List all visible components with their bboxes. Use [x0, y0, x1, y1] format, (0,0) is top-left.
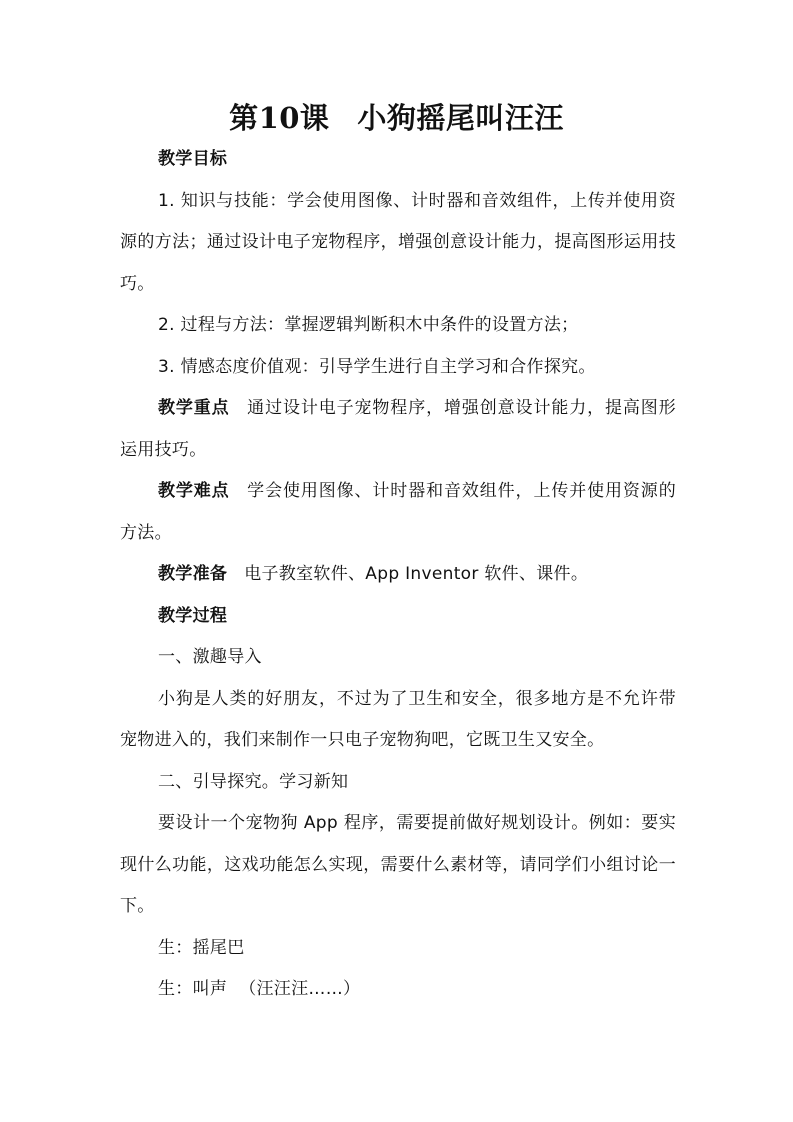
section2-text: 要设计一个宠物狗 App 程序，需要提前做好规划设计。例如：要实现什么功能，这戏功能怎么实现，需要什么素材等，请同学们小组讨论一下。 — [120, 813, 676, 916]
difficulty-paragraph — [120, 471, 676, 554]
key-point-label: 教学重点 — [158, 398, 230, 418]
objective-item: 1. 知识与技能：学会使用图像、计时器和音效组件，上传并使用资源的方法；通过设计电子宠物程序，增强创意设计能力，提高图形运用技巧。 — [120, 190, 676, 294]
preparation-paragraph — [120, 554, 676, 596]
key-point-text: 通过设计电子宠物程序，增强创意设计能力，提高图形运用技巧。 — [120, 398, 676, 460]
document-body — [120, 139, 676, 1011]
section2-heading: 二、引导探究。学习新知 — [158, 771, 349, 792]
objective-item: 3. 情感态度价值观：引导学生进行自主学习和合作探究。 — [158, 356, 596, 377]
section1-text: 小狗是人类的好朋友，不过为了卫生和安全，很多地方是不允许带宠物进入的，我们来制作一只电子宠物狗吧，它既卫生又安全。 — [120, 688, 676, 750]
student-answer-2-detail: （汪汪汪……） — [239, 979, 361, 999]
student-answer-1: 生：摇尾巴 — [158, 937, 245, 958]
difficulty-label: 教学难点 — [158, 481, 230, 501]
difficulty-text: 学会使用图像、计时器和音效组件，上传并使用资源的方法。 — [120, 481, 676, 543]
key-point-paragraph — [120, 388, 676, 471]
student-answer-2 — [120, 969, 676, 1011]
objective-item: 2. 过程与方法：掌握逻辑判断积木中条件的设置方法； — [158, 315, 579, 335]
section1-heading: 一、激趣导入 — [158, 647, 262, 667]
process-heading: 教学过程 — [158, 605, 228, 626]
student-answer-2-label: 生：叫声 — [158, 979, 228, 999]
lesson-number: 第10课 — [229, 101, 330, 135]
lesson-name: 小狗摇尾叫汪汪 — [357, 101, 564, 135]
preparation-text: 电子教室软件、App Inventor 软件、课件。 — [244, 564, 589, 584]
preparation-label: 教学准备 — [158, 564, 228, 584]
objectives-heading: 教学目标 — [158, 149, 228, 169]
lesson-title — [0, 96, 793, 140]
